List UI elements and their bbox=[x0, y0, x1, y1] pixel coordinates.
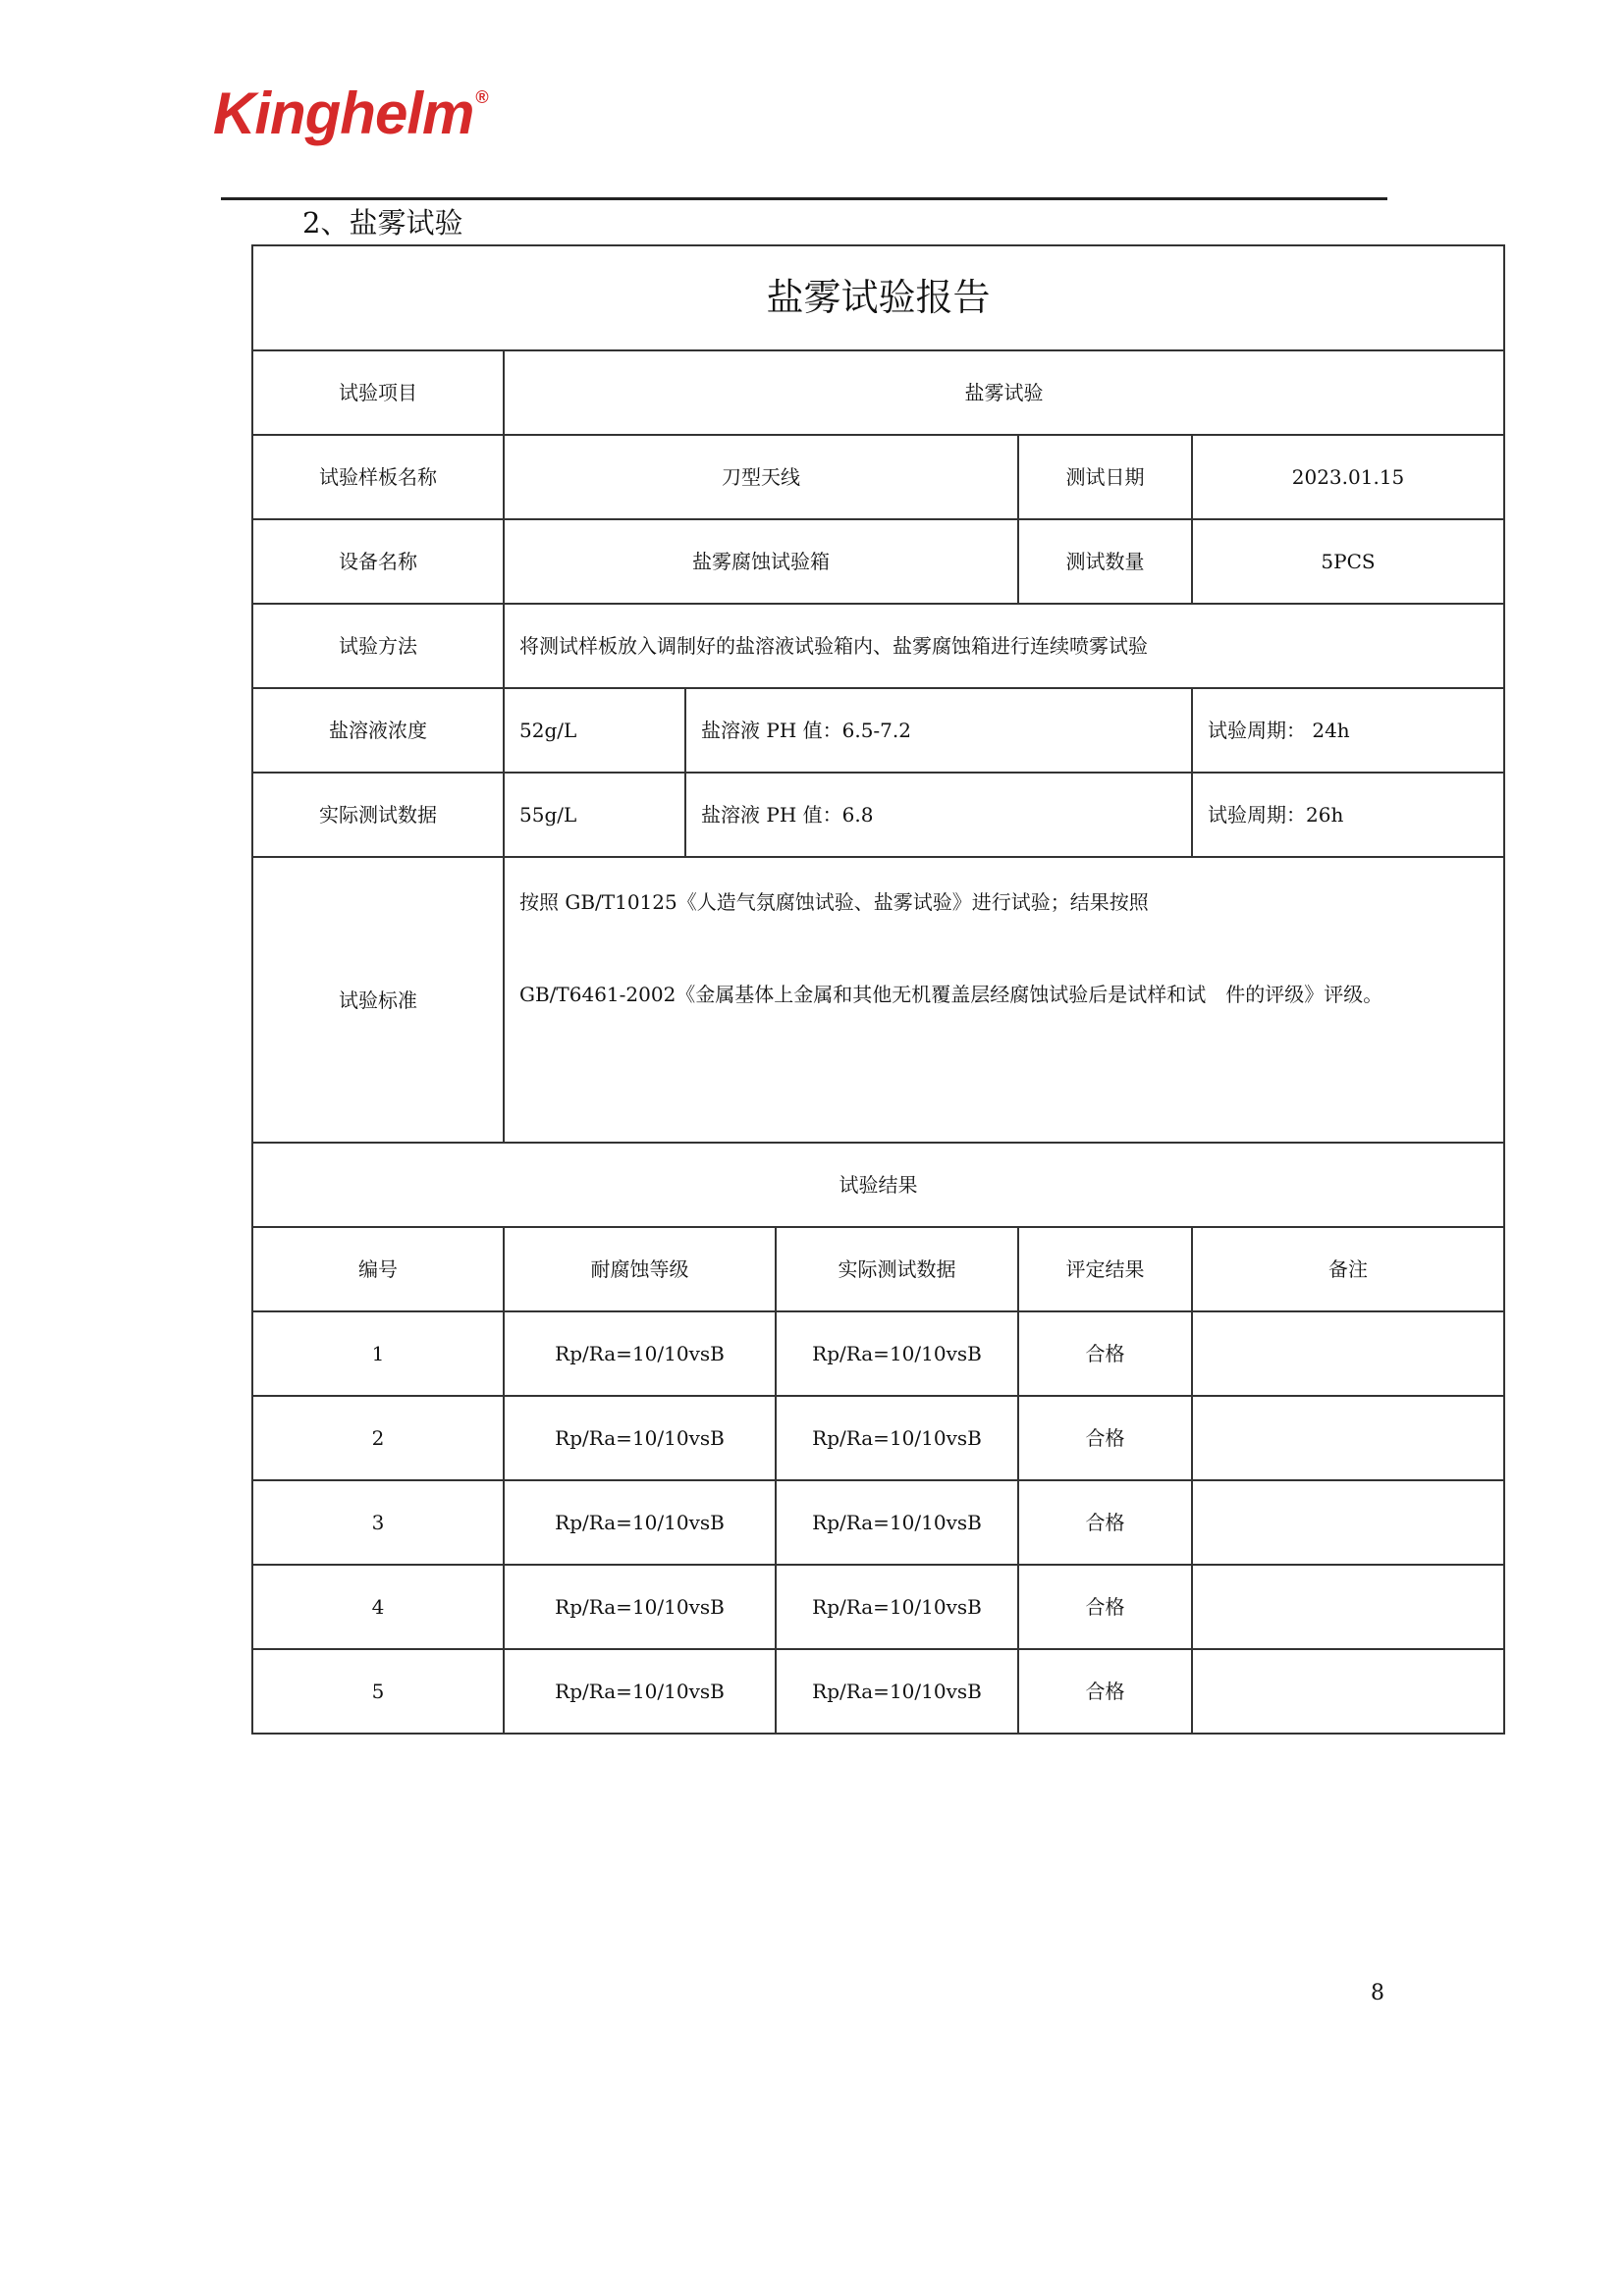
actual-concentration: 55g/L bbox=[504, 773, 685, 857]
method-label: 试验方法 bbox=[252, 604, 504, 688]
quantity-value: 5PCS bbox=[1192, 519, 1504, 604]
test-date-value: 2023.01.15 bbox=[1192, 435, 1504, 519]
row-remarks bbox=[1192, 1480, 1504, 1565]
concentration-label: 盐溶液浓度 bbox=[252, 688, 504, 773]
results-row bbox=[252, 1396, 1504, 1480]
row-evaluation: 合格 bbox=[1018, 1311, 1192, 1396]
row-number: 5 bbox=[252, 1649, 504, 1734]
row-corrosion-grade: Rp/Ra=10/10vsB bbox=[504, 1311, 776, 1396]
results-title: 试验结果 bbox=[252, 1143, 1504, 1227]
header-corrosion-grade: 耐腐蚀等级 bbox=[504, 1227, 776, 1311]
row-actual-data: Rp/Ra=10/10vsB bbox=[776, 1396, 1018, 1480]
header-evaluation: 评定结果 bbox=[1018, 1227, 1192, 1311]
row-remarks bbox=[1192, 1396, 1504, 1480]
row-remarks bbox=[1192, 1311, 1504, 1396]
row-evaluation: 合格 bbox=[1018, 1480, 1192, 1565]
registered-mark: ® bbox=[475, 87, 488, 107]
row-actual-data: Rp/Ra=10/10vsB bbox=[776, 1565, 1018, 1649]
header-actual-data: 实际测试数据 bbox=[776, 1227, 1018, 1311]
sample-name-label: 试验样板名称 bbox=[252, 435, 504, 519]
row-evaluation: 合格 bbox=[1018, 1396, 1192, 1480]
row-actual-data: Rp/Ra=10/10vsB bbox=[776, 1649, 1018, 1734]
ph-spec: 盐溶液 PH 值：6.5-7.2 bbox=[685, 688, 1192, 773]
row-evaluation: 合格 bbox=[1018, 1565, 1192, 1649]
test-date-label: 测试日期 bbox=[1018, 435, 1192, 519]
method-value: 将测试样板放入调制好的盐溶液试验箱内、盐雾腐蚀箱进行连续喷雾试验 bbox=[504, 604, 1504, 688]
page-number: 8 bbox=[1371, 1981, 1384, 2005]
quantity-label: 测试数量 bbox=[1018, 519, 1192, 604]
row-corrosion-grade: Rp/Ra=10/10vsB bbox=[504, 1480, 776, 1565]
results-row bbox=[252, 1565, 1504, 1649]
standard-row bbox=[252, 857, 1504, 1143]
report-title-row bbox=[252, 245, 1504, 350]
actual-ph: 盐溶液 PH 值：6.8 bbox=[685, 773, 1192, 857]
row-number: 2 bbox=[252, 1396, 504, 1480]
row-corrosion-grade: Rp/Ra=10/10vsB bbox=[504, 1649, 776, 1734]
header-remarks: 备注 bbox=[1192, 1227, 1504, 1311]
row-number: 1 bbox=[252, 1311, 504, 1396]
cycle-spec: 试验周期： 24h bbox=[1192, 688, 1504, 773]
results-row bbox=[252, 1480, 1504, 1565]
equipment-value: 盐雾腐蚀试验箱 bbox=[504, 519, 1018, 604]
section-title: 2、盐雾试验 bbox=[302, 206, 463, 240]
actual-data-row bbox=[252, 773, 1504, 857]
row-corrosion-grade: Rp/Ra=10/10vsB bbox=[504, 1396, 776, 1480]
row-actual-data: Rp/Ra=10/10vsB bbox=[776, 1480, 1018, 1565]
method-row bbox=[252, 604, 1504, 688]
concentration-value: 52g/L bbox=[504, 688, 685, 773]
actual-cycle: 试验周期：26h bbox=[1192, 773, 1504, 857]
row-number: 3 bbox=[252, 1480, 504, 1565]
row-corrosion-grade: Rp/Ra=10/10vsB bbox=[504, 1565, 776, 1649]
header-number: 编号 bbox=[252, 1227, 504, 1311]
logo-text: Kinghelm bbox=[213, 80, 474, 146]
standard-label: 试验标准 bbox=[252, 857, 504, 1143]
row-remarks bbox=[1192, 1649, 1504, 1734]
results-header-row bbox=[252, 1227, 1504, 1311]
standard-line-1: 按照 GB/T10125《人造气氛腐蚀试验、盐雾试验》进行试验；结果按照 bbox=[519, 890, 1149, 914]
results-title-row bbox=[252, 1143, 1504, 1227]
actual-label: 实际测试数据 bbox=[252, 773, 504, 857]
concentration-row bbox=[252, 688, 1504, 773]
row-number: 4 bbox=[252, 1565, 504, 1649]
row-remarks bbox=[1192, 1565, 1504, 1649]
standard-line-2: GB/T6461-2002《金属基体上金属和其他无机覆盖层经腐蚀试验后是试样和试 件的评级》评级。 bbox=[519, 983, 1383, 1006]
report-title: 盐雾试验报告 bbox=[252, 245, 1504, 350]
test-item-row bbox=[252, 350, 1504, 435]
kinghelm-logo bbox=[213, 80, 488, 146]
test-item-label: 试验项目 bbox=[252, 350, 504, 435]
results-row bbox=[252, 1311, 1504, 1396]
sample-name-value: 刀型天线 bbox=[504, 435, 1018, 519]
sample-row bbox=[252, 435, 1504, 519]
header-rule bbox=[221, 197, 1387, 200]
row-actual-data: Rp/Ra=10/10vsB bbox=[776, 1311, 1018, 1396]
salt-spray-report-table bbox=[251, 244, 1505, 1735]
equipment-label: 设备名称 bbox=[252, 519, 504, 604]
results-row bbox=[252, 1649, 1504, 1734]
row-evaluation: 合格 bbox=[1018, 1649, 1192, 1734]
standard-text bbox=[504, 857, 1504, 1143]
equipment-row bbox=[252, 519, 1504, 604]
test-item-value: 盐雾试验 bbox=[504, 350, 1504, 435]
